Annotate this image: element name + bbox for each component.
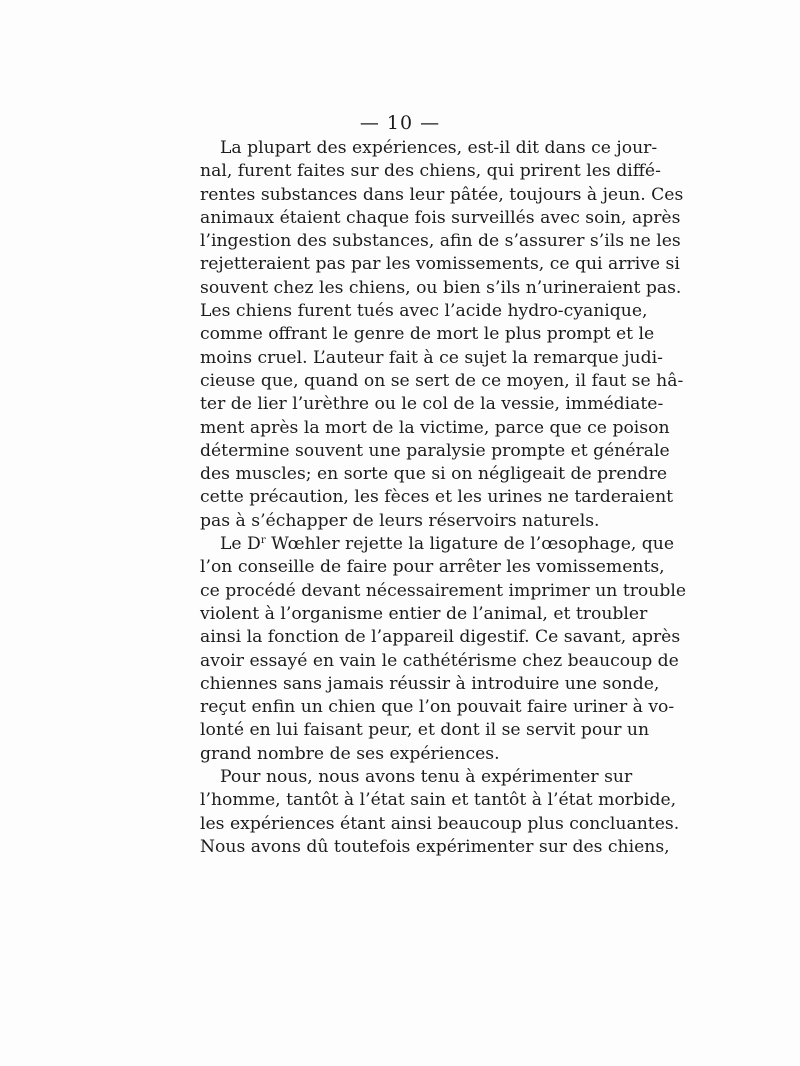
text-line: grand nombre de ses expériences.	[200, 743, 500, 764]
text-line: Les chiens furent tués avec l’acide hydro-cyanique,	[200, 301, 648, 322]
superscript: r	[260, 535, 266, 547]
text-line: reçut enfin un chien que l’on pouvait faire uriner à vo-	[200, 697, 675, 718]
text-line: chiennes sans jamais réussir à introduire une sonde,	[200, 673, 660, 694]
text-line: souvent chez les chiens, ou bien s’ils n’urineraient pas.	[200, 277, 682, 298]
text-line: nal, furent faites sur des chiens, qui prirent les diffé-	[200, 161, 661, 182]
text-line: l’ingestion des substances, afin de s’assurer s’ils ne les	[200, 231, 681, 252]
text-line: ter de lier l’urèthre ou le col de la vessie, immédiate-	[200, 394, 664, 415]
paragraph-3	[200, 766, 680, 859]
text-line: Pour nous, nous avons tenu à expérimenter sur	[220, 767, 633, 788]
body-text	[200, 137, 687, 859]
paragraph-1	[200, 137, 684, 533]
text-line: animaux étaient chaque fois surveillés avec soin, après	[200, 207, 681, 228]
text-fragment: Wœhler rejette la ligature de l’œsophage, que	[265, 534, 675, 555]
text-line: les expériences étant ainsi beaucoup plus concluantes.	[200, 813, 680, 834]
text-line: rentes substances dans leur pâtée, toujours à jeun. Ces	[200, 184, 684, 205]
paragraph-2	[200, 533, 687, 766]
text-line: lonté en lui faisant peur, et dont il se servit pour un	[200, 720, 650, 741]
text-fragment: Le D	[220, 534, 261, 555]
text-line: détermine souvent une paralysie prompte et générale	[200, 440, 670, 461]
text-line: rejetteraient pas par les vomissements, ce qui arrive si	[200, 254, 680, 275]
text-line: cette précaution, les fèces et les urines ne tarderaient	[200, 487, 674, 508]
text-line: des muscles; en sorte que si on négligeait de prendre	[200, 464, 668, 485]
text-line: avoir essayé en vain le cathétérisme chez beaucoup de	[200, 650, 679, 671]
text-line: l’on conseille de faire pour arrêter les vomissements,	[200, 557, 665, 578]
page-number: — 10 —	[359, 112, 441, 134]
text-line: ment après la mort de la victime, parce que ce poison	[200, 417, 670, 438]
text-line: violent à l’organisme entier de l’animal, et troubler	[200, 603, 648, 624]
text-line: moins cruel. L’auteur fait à ce sujet la remarque judi-	[200, 347, 663, 368]
text-line	[200, 533, 675, 556]
text-line: comme offrant le genre de mort le plus prompt et le	[200, 324, 655, 345]
text-line: l’homme, tantôt à l’état sain et tantôt à l’état morbide,	[200, 790, 677, 811]
text-line: pas à s’échapper de leurs réservoirs naturels.	[200, 510, 600, 531]
text-line: cieuse que, quand on se sert de ce moyen, il faut se hâ-	[200, 370, 684, 391]
text-line: Nous avons dû toutefois expérimenter sur des chiens,	[200, 836, 670, 857]
text-line: ce procédé devant nécessairement imprimer un trouble	[200, 580, 687, 601]
text-line: ainsi la fonction de l’appareil digestif. Ce savant, après	[200, 627, 681, 648]
text-line: La plupart des expériences, est-il dit dans ce jour-	[220, 138, 658, 158]
